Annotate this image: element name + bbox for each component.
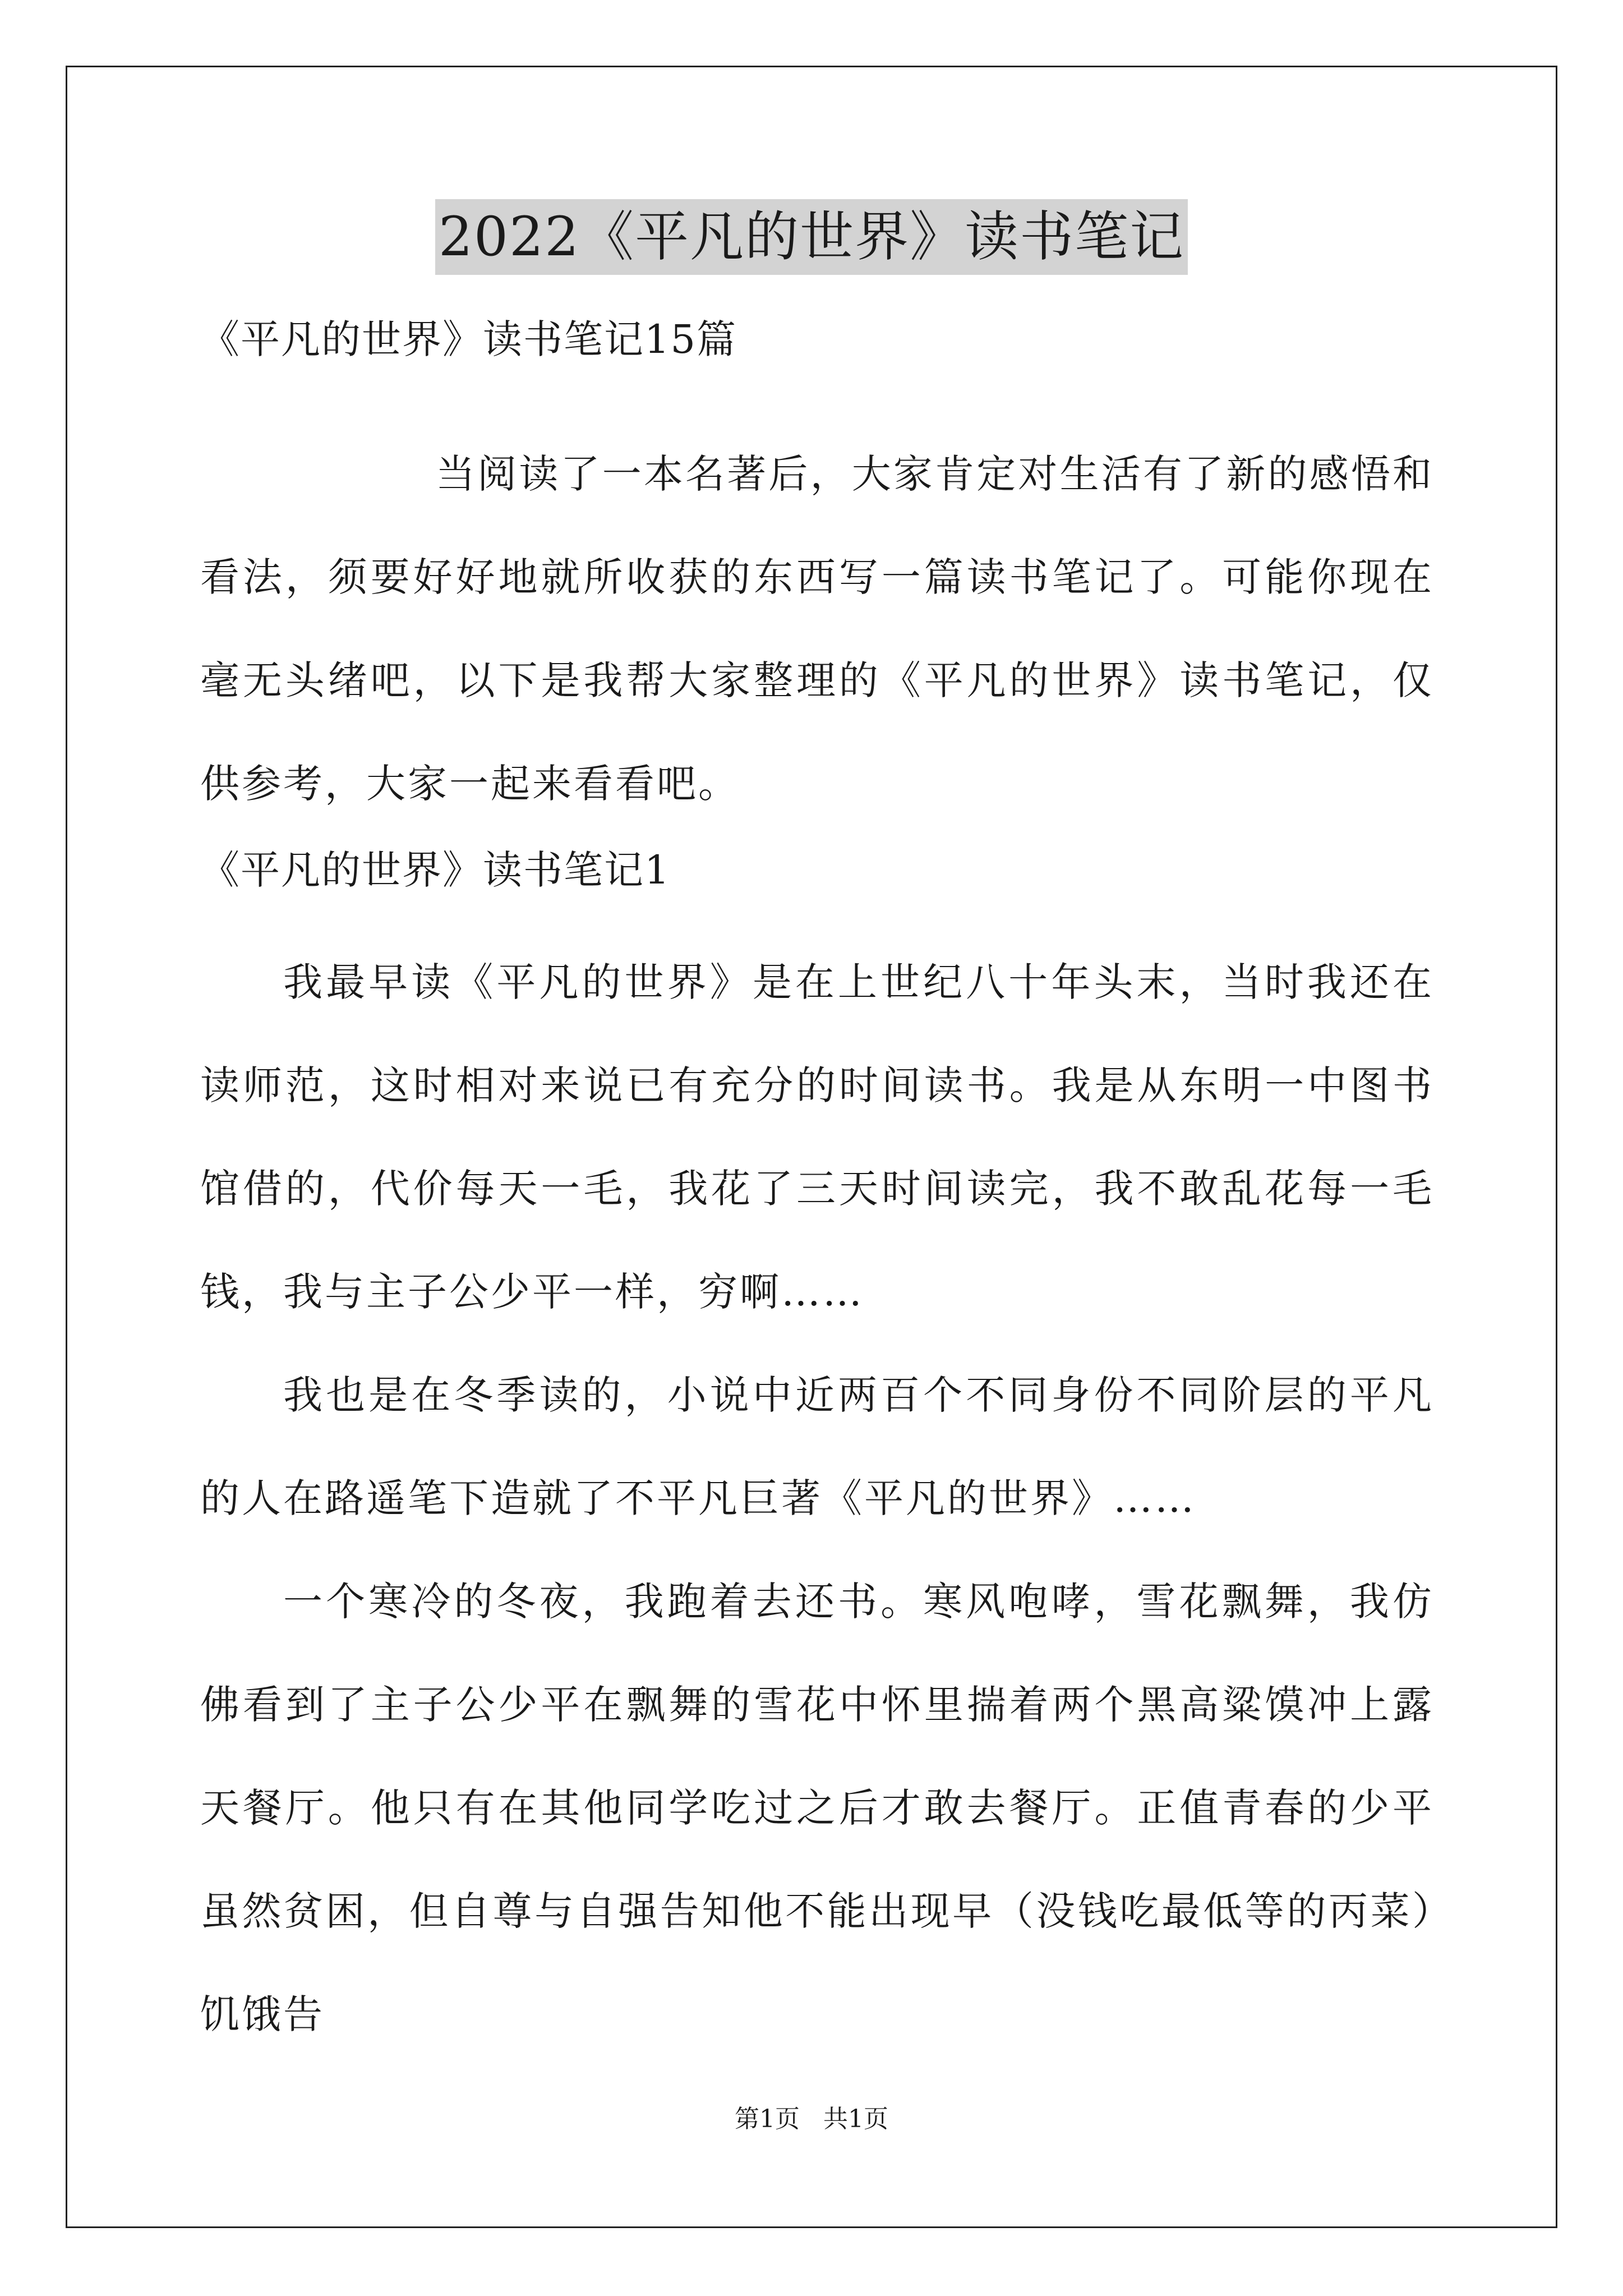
body-paragraph-1: 我最早读《平凡的世界》是在上世纪八十年头末，当时我还在读师范，这时相对来说已有充分的时间读书。我是从东明一中图书馆借的，代价每天一毛，我花了三天时间读完，我不敢乱花每一毛钱，我与主子公少平一样，穷啊……: [200, 959, 1434, 1315]
page-footer: 第1页 共1页: [735, 2105, 888, 2133]
intro-paragraph: 当阅读了一本名著后，大家肯定对生活有了新的感悟和看法，须要好好地就所收获的东西写一篇读书笔记了。可能你现在毫无头绪吧，以下是我帮大家整理的《平凡的世界》读书笔记，仅供参考，大家一起来看看吧。: [200, 451, 1434, 807]
document-body: [200, 311, 1434, 2066]
section-heading: 《平凡的世界》读书笔记1: [200, 847, 671, 893]
body-paragraph-3: 一个寒冷的冬夜，我跑着去还书。寒风咆哮，雪花飘舞，我仿佛看到了主子公少平在飘舞的雪花中怀里揣着两个黑高粱馍冲上露天餐厅。他只有在其他同学吃过之后才敢去餐厅。正值青春的少平虽然贫困，但自尊与自强告知他不能出现早（没钱吃最低等的丙菜）饥饿告: [200, 1579, 1434, 2037]
document-title: 2022《平凡的世界》读书笔记: [435, 199, 1188, 275]
title-container: [0, 199, 1623, 275]
body-paragraph-2: 我也是在冬季读的，小说中近两百个不同身份不同阶层的平凡的人在路遥笔下造就了不平凡巨著《平凡的世界》……: [200, 1372, 1434, 1521]
document-subtitle: 《平凡的世界》读书笔记15篇: [200, 316, 737, 362]
